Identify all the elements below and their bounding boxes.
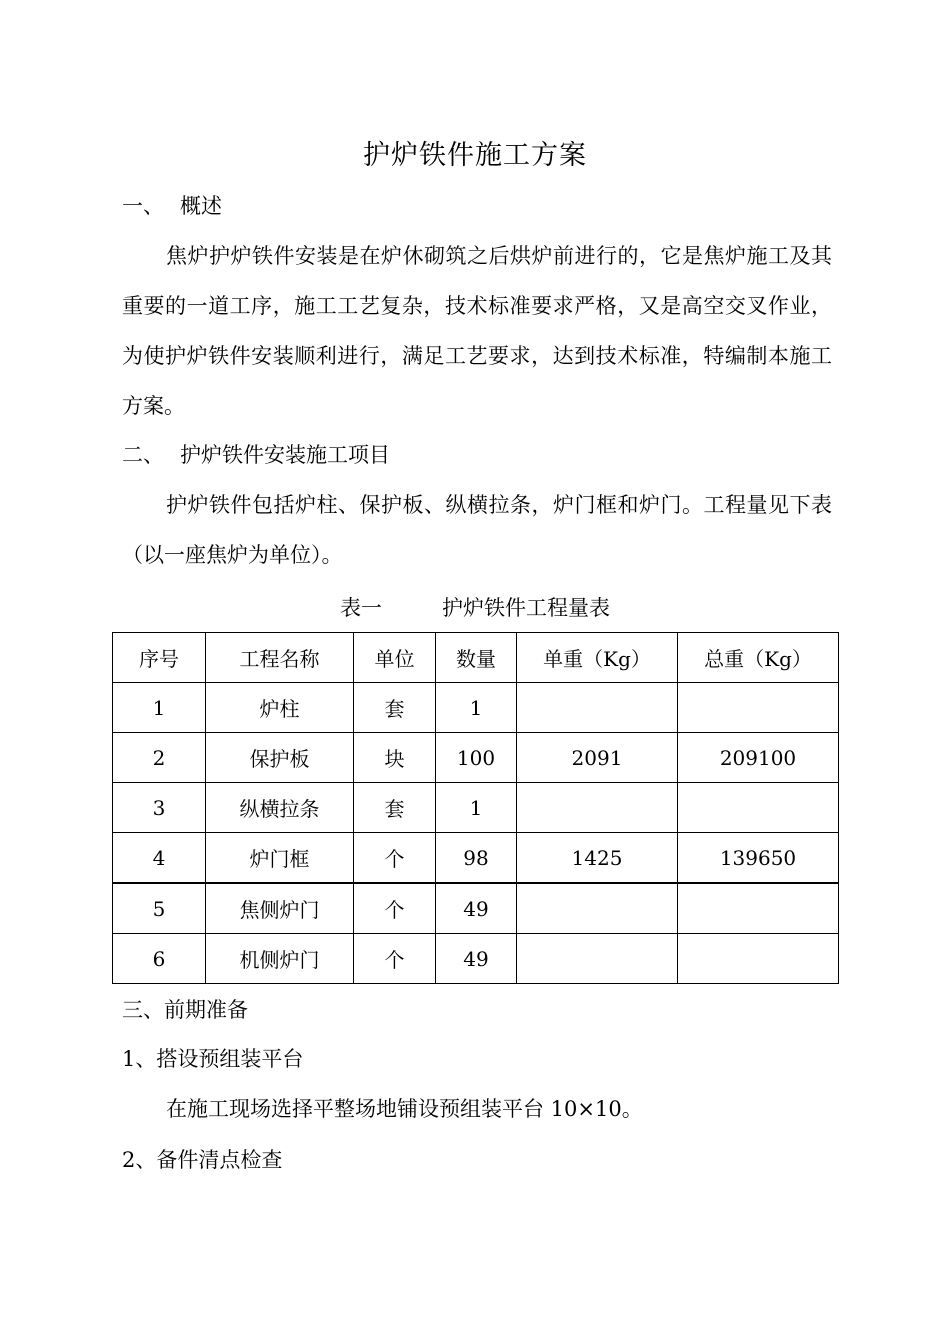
table-cell: 6 <box>113 934 206 984</box>
table-cell: 139650 <box>678 833 839 884</box>
header-cell: 序号 <box>113 633 206 683</box>
table-cell: 套 <box>354 783 436 833</box>
table-cell <box>517 683 678 733</box>
item-1-heading: 1、搭设预组装平台 <box>122 1047 304 1071</box>
table-cell: 2091 <box>517 733 678 783</box>
table-cell: 49 <box>436 934 517 984</box>
table-cell: 个 <box>354 934 436 984</box>
table-row <box>113 833 839 884</box>
header-cell: 数量 <box>436 633 517 683</box>
table-row <box>113 683 839 733</box>
table-cell <box>678 783 839 833</box>
table-cell: 焦侧炉门 <box>206 883 354 934</box>
table-caption <box>0 592 950 622</box>
table-row <box>113 733 839 783</box>
table-cell: 1 <box>436 683 517 733</box>
section-1-body: 焦炉护炉铁件安装是在炉休砌筑之后烘炉前进行的，它是焦炉施工及其重要的一道工序，施工工艺复杂，技术标准要求严格，又是高空交叉作业，为使护炉铁件安装顺利进行，满足工艺要求，达到技术标准，特编制本施工方案。 <box>122 244 832 418</box>
table-cell: 2 <box>113 733 206 783</box>
quantity-table <box>112 632 839 984</box>
table-cell <box>678 683 839 733</box>
table-header-row <box>113 633 839 683</box>
item-2-heading: 2、备件清点检查 <box>122 1148 283 1172</box>
section-1-heading <box>122 193 222 219</box>
section-2-title: 护炉铁件安装施工项目 <box>180 443 390 467</box>
table-cell: 保护板 <box>206 733 354 783</box>
table-cell: 个 <box>354 883 436 934</box>
table-cell: 块 <box>354 733 436 783</box>
section-2-heading <box>122 442 390 468</box>
table-cell: 炉柱 <box>206 683 354 733</box>
table-cell <box>517 934 678 984</box>
section-2-body: 护炉铁件包括炉柱、保护板、纵横拉条，炉门框和炉门。工程量见下表（以一座焦炉为单位）。 <box>122 493 832 567</box>
header-cell: 单重（Kg） <box>517 633 678 683</box>
table-row <box>113 783 839 833</box>
table-cell <box>678 934 839 984</box>
table-cell: 49 <box>436 883 517 934</box>
section-1-number: 一、 <box>122 194 164 218</box>
document-title: 护炉铁件施工方案 <box>363 140 587 171</box>
item-1-body: 在施工现场选择平整场地铺设预组装平台 10×10。 <box>166 1097 643 1121</box>
table-row <box>113 934 839 984</box>
table-cell: 98 <box>436 833 517 884</box>
table-cell: 5 <box>113 883 206 934</box>
section-2-number: 二、 <box>122 443 164 467</box>
table-cell: 个 <box>354 833 436 884</box>
table-row <box>113 883 839 934</box>
table-cell: 1425 <box>517 833 678 884</box>
table-cell: 纵横拉条 <box>206 783 354 833</box>
header-cell: 总重（Kg） <box>678 633 839 683</box>
table-cell: 100 <box>436 733 517 783</box>
table-cell: 炉门框 <box>206 833 354 884</box>
table-cell <box>517 783 678 833</box>
table-cell: 4 <box>113 833 206 884</box>
table-cell <box>517 883 678 934</box>
table-cell: 套 <box>354 683 436 733</box>
table-cell: 机侧炉门 <box>206 934 354 984</box>
section-3-heading: 三、前期准备 <box>122 998 248 1022</box>
section-1-title: 概述 <box>180 194 222 218</box>
header-cell: 工程名称 <box>206 633 354 683</box>
table-cell: 3 <box>113 783 206 833</box>
table-cell: 1 <box>113 683 206 733</box>
header-cell: 单位 <box>354 633 436 683</box>
table-cell: 209100 <box>678 733 839 783</box>
table-caption-title: 护炉铁件工程量表 <box>442 596 610 620</box>
table-cell: 1 <box>436 783 517 833</box>
table-caption-label: 表一 <box>340 596 382 620</box>
table-cell <box>678 883 839 934</box>
